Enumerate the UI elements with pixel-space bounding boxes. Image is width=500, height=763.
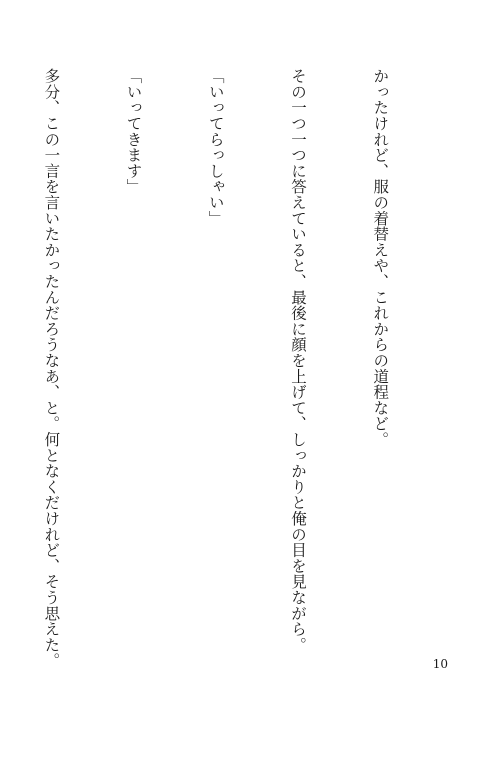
text-line: 多分、この一言を言いたかったんだろうなあ、と。何となくだけれど、そう思えた。	[42, 68, 61, 669]
text-line: 「いってきます」	[124, 68, 143, 195]
text-line: かったけれど、服の着替えや、これからの道程など。	[371, 68, 390, 448]
text-line: 「いってらっしゃい」	[206, 68, 225, 226]
text-line: その一つ一つに答えていると、最後に顔を上げて、しっかりと俺の目を見ながら。	[288, 68, 307, 653]
page-number: 10	[432, 657, 448, 671]
